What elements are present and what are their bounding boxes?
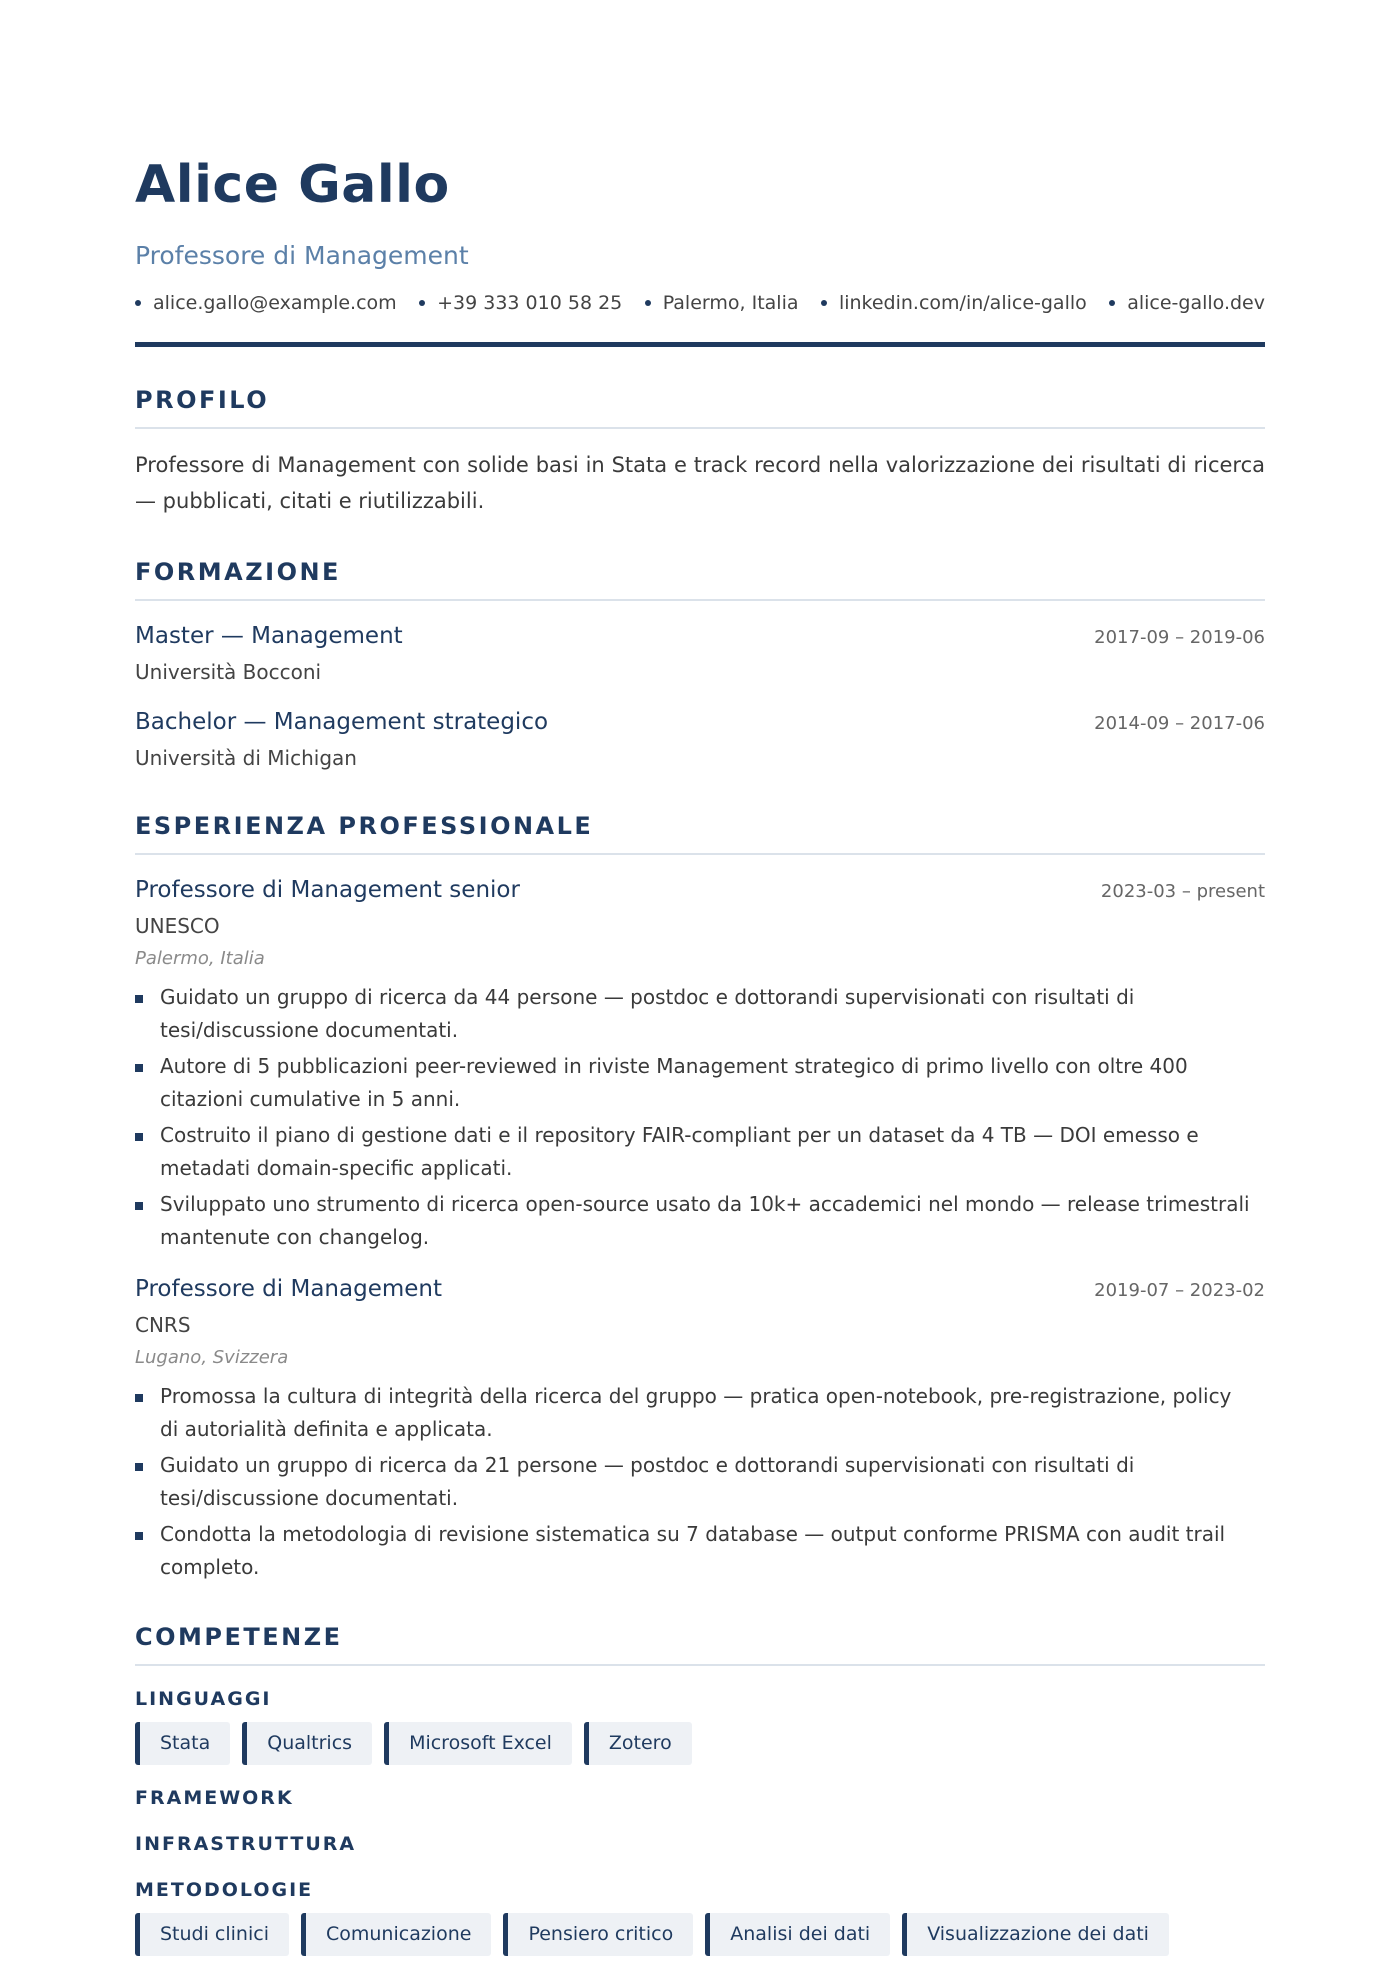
education-entry — [135, 619, 1265, 687]
section-title-skills: COMPETENZE — [135, 1623, 343, 1651]
job-dates: 2019-07 – 2023-02 — [1094, 1280, 1265, 1301]
achievement-text: Guidato un gruppo di ricerca da 44 persone — postdoc e dottorandi supervisionati con risultati di tesi/discussione documentati. — [160, 985, 1135, 1042]
section-divider — [135, 1664, 1265, 1666]
achievement-text: Sviluppato uno strumento di ricerca open-source usato da 10k+ accademici nel mondo — release trimestrali mantenute con changelog. — [160, 1192, 1250, 1249]
education-school: Università Bocconi — [135, 660, 322, 684]
candidate-role: Professore di Management — [135, 241, 469, 270]
bullet-dot-icon — [1109, 300, 1115, 306]
job-title: Professore di Management — [135, 1276, 442, 1302]
education-degree: Master — Management — [135, 623, 403, 649]
education-entry — [135, 705, 1265, 773]
achievement-text: Promossa la cultura di integrità della ricerca del gruppo — pratica open-notebook, pre-registrazione, policy di autorialità definita e applicata. — [160, 1384, 1232, 1441]
skill-group-languages: LINGUAGGI — [135, 1688, 272, 1710]
education-dates: 2017-09 – 2019-06 — [1094, 627, 1265, 648]
list-item — [135, 1380, 1265, 1446]
profile-summary: Professore di Management con solide basi in Stata e track record nella valorizzazione dei risultati di ricerca — pubblicati, citati e riutilizzabili. — [135, 453, 1265, 513]
contact-phone[interactable] — [419, 288, 622, 318]
contact-list — [135, 288, 1265, 318]
bullet-dot-icon — [135, 300, 141, 306]
contact-phone-text: +39 333 010 58 25 — [437, 292, 623, 314]
contact-linkedin[interactable] — [821, 288, 1087, 318]
education-section — [135, 557, 1265, 773]
contact-location — [645, 288, 799, 318]
job-title: Professore di Management senior — [135, 877, 520, 903]
contact-location-text: Palermo, Italia — [662, 292, 799, 314]
skill-tag: Stata — [135, 1722, 230, 1765]
education-degree: Bachelor — Management strategico — [135, 709, 549, 735]
skill-tag: Qualtrics — [242, 1722, 372, 1765]
list-item — [135, 1518, 1265, 1584]
list-item — [135, 1449, 1265, 1515]
list-item — [135, 1050, 1265, 1116]
skill-tag: Analisi dei dati — [705, 1913, 890, 1956]
section-title-experience: ESPERIENZA PROFESSIONALE — [135, 812, 594, 840]
skill-tag: Comunicazione — [301, 1913, 491, 1956]
section-divider — [135, 427, 1265, 429]
square-bullet-icon — [135, 1394, 143, 1402]
contact-website[interactable] — [1109, 288, 1265, 318]
bullet-dot-icon — [821, 300, 827, 306]
skill-tag: Visualizzazione dei dati — [902, 1913, 1169, 1956]
contact-email-text: alice.gallo@example.com — [153, 292, 397, 314]
contact-email[interactable] — [135, 288, 397, 318]
job-achievements — [135, 981, 1265, 1254]
skill-tag: Zotero — [584, 1722, 692, 1765]
achievement-text: Costruito il piano di gestione dati e il repository FAIR-compliant per un dataset da 4 TB — DOI emesso e metadati domain-specific applicati. — [160, 1123, 1199, 1180]
skill-group-frameworks: FRAMEWORK — [135, 1787, 294, 1809]
skill-tags-languages — [135, 1722, 1265, 1765]
list-item — [135, 981, 1265, 1047]
job-dates: 2023-03 – present — [1100, 881, 1265, 902]
square-bullet-icon — [135, 1202, 143, 1210]
skill-tags-methodologies — [135, 1913, 1265, 1956]
resume-header — [135, 150, 1265, 347]
skill-tag: Microsoft Excel — [384, 1722, 572, 1765]
job-location: Lugano, Svizzera — [135, 1347, 289, 1368]
experience-entry — [135, 873, 1265, 1254]
education-school: Università di Michigan — [135, 746, 357, 770]
square-bullet-icon — [135, 1064, 143, 1072]
contact-linkedin-text: linkedin.com/in/alice-gallo — [838, 292, 1087, 314]
skill-tag: Pensiero critico — [503, 1913, 693, 1956]
square-bullet-icon — [135, 995, 143, 1003]
section-title-education: FORMAZIONE — [135, 558, 341, 586]
achievement-text: Autore di 5 pubblicazioni peer-reviewed in riviste Management strategico di primo livello con oltre 400 citazioni cumulative in 5 anni. — [160, 1054, 1188, 1111]
section-divider — [135, 599, 1265, 601]
profile-section — [135, 385, 1265, 519]
list-item — [135, 1188, 1265, 1254]
job-achievements — [135, 1380, 1265, 1584]
section-title-profile: PROFILO — [135, 386, 270, 414]
skill-group-infrastructure: INFRASTRUTTURA — [135, 1833, 357, 1855]
square-bullet-icon — [135, 1532, 143, 1540]
section-divider — [135, 853, 1265, 855]
achievement-text: Condotta la metodologia di revisione sistematica su 7 database — output conforme PRISMA con audit trail completo. — [160, 1522, 1226, 1579]
job-organization: UNESCO — [135, 914, 220, 938]
skill-tag: Studi clinici — [135, 1913, 289, 1956]
skills-section — [135, 1622, 1265, 1956]
contact-website-text: alice-gallo.dev — [1127, 292, 1265, 314]
job-organization: CNRS — [135, 1313, 191, 1337]
skill-group-methodologies: METODOLOGIE — [135, 1879, 314, 1901]
achievement-text: Guidato un gruppo di ricerca da 21 persone — postdoc e dottorandi supervisionati con risultati di tesi/discussione documentati. — [160, 1453, 1135, 1510]
header-divider — [135, 342, 1265, 347]
education-dates: 2014-09 – 2017-06 — [1094, 713, 1265, 734]
experience-section — [135, 811, 1265, 1584]
list-item — [135, 1119, 1265, 1185]
job-location: Palermo, Italia — [135, 948, 265, 969]
square-bullet-icon — [135, 1133, 143, 1141]
candidate-name: Alice Gallo — [135, 155, 450, 215]
square-bullet-icon — [135, 1463, 143, 1471]
bullet-dot-icon — [645, 300, 651, 306]
experience-entry — [135, 1272, 1265, 1584]
bullet-dot-icon — [419, 300, 425, 306]
